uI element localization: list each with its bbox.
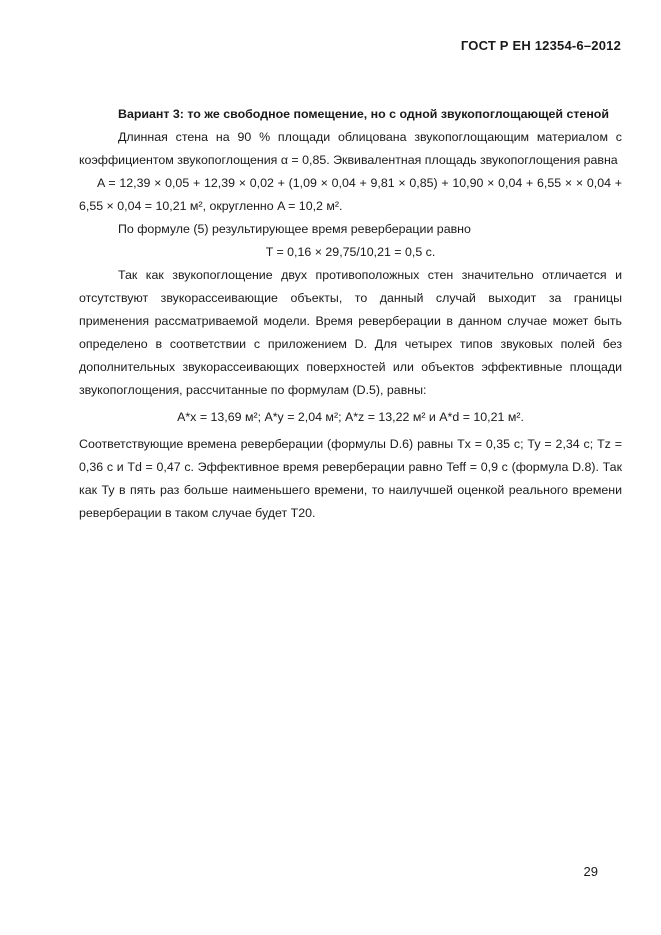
variant-title: Вариант 3: то же свободное помещение, но с одной звукопоглощающей стеной <box>118 107 609 121</box>
formula-equivalent-area: A = 12,39 × 0,05 + 12,39 × 0,02 + (1,09 × 0,04 + 9,81 × 0,85) + 10,90 × 0,04 + 6,55 × × 0,04 + 6,55 × 0,04 = 10,21 м², округленно A = 10,2 м². <box>79 176 622 213</box>
paragraph-reverberation-times: Соответствующие времена реверберации (формулы D.6) равны Tx = 0,35 с; Ty = 2,34 с; Tz = 0,36 с и Td = 0,47 с. Эффективное время реверберации равно Teff = 0,9 с (формула D.8). Так как Ty в пять раз больше наименьшего времени, то наилучшей оценкой реального времени реверберации в таком случае будет T20. <box>79 437 622 520</box>
paragraph-formula-5: По формуле (5) результирующее время реверберации равно <box>118 222 471 236</box>
formula-effective-areas: A*x = 13,69 м²; A*y = 2,04 м²; A*z = 13,22 м² и A*d = 10,21 м². <box>177 410 524 424</box>
standard-designation: ГОСТ Р ЕН 12354-6–2012 <box>460 38 621 53</box>
paragraph-absorbing-wall: Длинная стена на 90 % площади облицована звукопоглощающим материалом с коэффициентом звукопоглощения α = 0,85. Эквивалентная площадь звукопоглощения равна <box>79 130 622 167</box>
page-body <box>79 103 622 525</box>
formula-reverberation-time: T = 0,16 × 29,75/10,21 = 0,5 с. <box>265 245 436 259</box>
page-number: 29 <box>583 864 598 879</box>
paragraph-annex-d: Так как звукопоглощение двух противоположных стен значительно отличается и отсутствуют звукорассеивающие объекты, то данный случай выходит за границы применения рассматриваемой модели. Время реверберации в данном случае может быть определено в соответствии с приложением D. Для четырех типов звуковых полей без дополнительных звукорассеивающих поверхностей или объектов эффективные площади звукопоглощения, рассчитанные по формулам (D.5), равны: <box>79 268 622 397</box>
